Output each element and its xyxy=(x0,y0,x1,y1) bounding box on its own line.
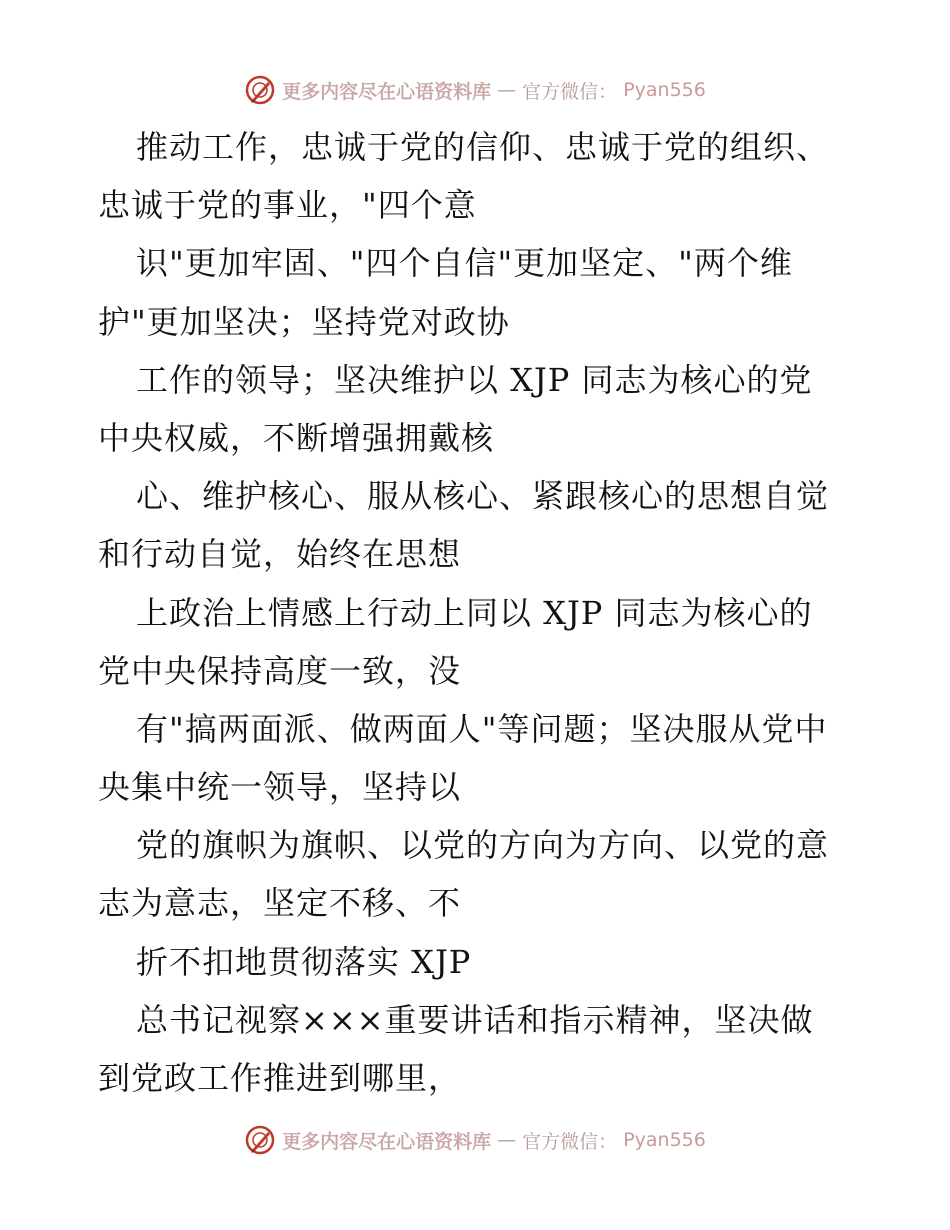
watermark-wechat-id: Pyan556 xyxy=(623,1129,706,1151)
watermark-main-text: 更多内容尽在心语资料库 xyxy=(282,80,492,103)
paragraph-line: 忠诚于党的事业，"四个意 xyxy=(98,186,477,225)
watermark-dash: — xyxy=(497,1129,517,1151)
watermark-wechat-id: Pyan556 xyxy=(623,79,706,101)
document-body xyxy=(98,118,858,1107)
footer-watermark xyxy=(0,1120,950,1160)
pen-logo-icon xyxy=(244,1124,276,1156)
paragraph-line: 心、维护核心、服从核心、紧跟核心的思想自觉 xyxy=(136,477,830,516)
paragraph-line: 央集中统一领导，坚持以 xyxy=(98,768,462,807)
watermark-wechat-label: 官方微信： xyxy=(522,80,618,103)
paragraph-line: 推动工作，忠诚于党的信仰、忠诚于党的组织、 xyxy=(136,128,830,166)
pen-logo-icon xyxy=(244,74,276,106)
watermark-wechat-label: 官方微信： xyxy=(522,1130,618,1153)
paragraph-line: 上政治上情感上行动上同以 XJP 同志为核心的 xyxy=(136,593,813,632)
header-watermark xyxy=(0,70,950,110)
paragraph-line: 折不扣地贯彻落实 XJP xyxy=(136,942,472,981)
paragraph-line: 有"搞两面派、做两面人"等问题；坚决服从党中 xyxy=(136,709,828,748)
paragraph-line: 护"更加坚决；坚持党对政协 xyxy=(98,302,510,341)
paragraph-line: 和行动自觉，始终在思想 xyxy=(98,535,462,574)
paragraph-line: 中央权威，不断增强拥戴核 xyxy=(98,418,495,457)
watermark-main-text: 更多内容尽在心语资料库 xyxy=(282,1130,492,1153)
paragraph-line: 总书记视察×××重要讲话和指示精神，坚决做 xyxy=(136,1000,814,1039)
paragraph-line: 工作的领导；坚决维护以 XJP 同志为核心的党 xyxy=(136,360,813,399)
paragraph-line: 识"更加牢固、"四个自信"更加坚定、"两个维 xyxy=(136,244,793,283)
paragraph-line: 党中央保持高度一致，没 xyxy=(98,651,462,690)
paragraph-line: 到党政工作推进到哪里， xyxy=(98,1059,462,1097)
watermark-dash: — xyxy=(497,79,517,101)
paragraph-line: 党的旗帜为旗帜、以党的方向为方向、以党的意 xyxy=(136,826,830,865)
paragraph-line: 志为意志，坚定不移、不 xyxy=(98,884,462,923)
